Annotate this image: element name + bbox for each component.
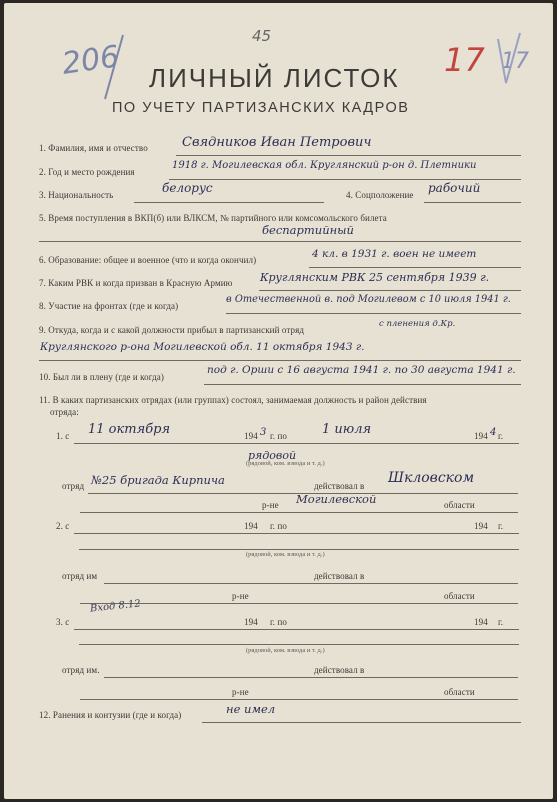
s1-detachment-label: отряд xyxy=(62,481,85,491)
s1-operated-label: действовал в xyxy=(314,481,365,491)
s1-district-value: Могилевской xyxy=(296,492,377,506)
field-4-label: 4. Соцположение xyxy=(346,190,414,200)
field-9-value-a: с пленения д.Кр. xyxy=(379,319,456,329)
s1-to-label: г. по xyxy=(270,431,287,441)
field-1-value: Свядников Иван Петрович xyxy=(182,135,372,150)
s2-year-label: 194 xyxy=(244,521,258,531)
s1-year2-hw: 4 xyxy=(490,427,497,438)
s3-to-label: г. по xyxy=(270,617,287,627)
s1-year2-label: 194 xyxy=(474,431,488,441)
s3-rank-caption: (рядовой, ком. взвода и т. д.) xyxy=(246,647,325,654)
field-1-label: 1. Фамилия, имя и отчество xyxy=(39,143,148,153)
s3-year-label: 194 xyxy=(244,617,258,627)
field-4-value: рабочий xyxy=(428,181,481,195)
s1-detachment-value: №25 бригада Кирпича xyxy=(91,473,225,487)
s1-operated-value: Шкловском xyxy=(388,470,475,486)
s2-district-label: р-не xyxy=(232,591,249,601)
s3-region-label: области xyxy=(444,687,475,697)
field-10-label: 10. Был ли в плену (где и когда) xyxy=(39,372,164,382)
field-9-value-b: Круглянского р-она Могилевской обл. 11 октября 1943 г. xyxy=(40,341,365,353)
field-6-value: 4 кл. в 1931 г. воен не имеет xyxy=(312,248,477,260)
field-8-label: 8. Участие на фронтах (где и когда) xyxy=(39,301,179,311)
s3-district-label: р-не xyxy=(232,687,249,697)
archive-number-red: 17 xyxy=(444,41,485,79)
field-3-label: 3. Национальность xyxy=(39,190,114,200)
archive-number-left: 206 xyxy=(59,39,122,82)
field-12-value: не имел xyxy=(226,702,276,716)
s1-g-label: г. xyxy=(498,431,504,441)
field-2-label: 2. Год и место рождения xyxy=(39,167,135,177)
s2-g-label: г. xyxy=(498,521,504,531)
s1-year-label: 194 xyxy=(244,431,258,441)
field-11-label-cont: отряда: xyxy=(50,407,79,417)
field-10-value: под г. Орши с 16 августа 1941 г. по 30 августа 1941 г. xyxy=(207,364,516,376)
s2-operated-label: действовал в xyxy=(314,571,365,581)
s2-detachment-label: отряд им xyxy=(62,571,98,581)
field-3-value: белорус xyxy=(162,181,213,195)
s3-year2-label: 194 xyxy=(474,617,488,627)
s1-district-label: р-не xyxy=(262,500,279,510)
archive-number-blue: 17 xyxy=(501,49,529,74)
field-2-value: 1918 г. Могилевская обл. Круглянский р-он д. Плетники xyxy=(172,160,477,171)
s2-rank-caption: (рядовой, ком. взвода и т. д.) xyxy=(246,551,325,558)
pencil-stroke-icon xyxy=(99,33,129,103)
page-subtitle: ПО УЧЕТУ ПАРТИЗАНСКИХ КАДРОВ xyxy=(112,100,410,116)
s2-region-label: области xyxy=(444,591,475,601)
field-7-value: Круглянским РВК 25 сентября 1939 г. xyxy=(260,271,490,284)
document-sheet xyxy=(4,3,553,799)
s3-g-label: г. xyxy=(498,617,504,627)
s1-from-label: 1. с xyxy=(56,431,70,441)
field-5-value: беспартийный xyxy=(262,223,354,237)
field-11-label: 11. В каких партизанских отрядах (или группах) состоял, занимаемая должность и район действия xyxy=(39,395,427,405)
pencil-check-icon xyxy=(494,31,524,91)
field-8-value: в Отечественной в. под Могилевом с 10 июля 1941 г. xyxy=(226,294,511,305)
field-7-label: 7. Каким РВК и когда призван в Красную Армию xyxy=(39,278,233,288)
field-12-label: 12. Ранения и контузии (где и когда) xyxy=(39,710,182,720)
page-title: ЛИЧНЫЙ ЛИСТОК xyxy=(149,63,400,93)
field-6-label: 6. Образование: общее и военное (что и когда окончил) xyxy=(39,255,257,265)
s1-rank-value: рядовой xyxy=(248,449,297,462)
s2-from-label: 2. с xyxy=(56,521,70,531)
s3-from-label: 3. с xyxy=(56,617,70,627)
s3-detachment-label: отряд им. xyxy=(62,665,100,675)
field-9-label: 9. Откуда, когда и с какой должности прибыл в партизанский отряд xyxy=(39,325,304,335)
s1-rank-caption: (рядовой, ком. взвода и т. д.) xyxy=(246,460,325,467)
s2-margin-note: Вход 8.12 xyxy=(89,598,142,615)
s3-operated-label: действовал в xyxy=(314,665,365,675)
archive-number-top: 45 xyxy=(252,27,272,45)
field-5-label: 5. Время поступления в ВКП(б) или ВЛКСМ, № партийного или комсомольского билета xyxy=(39,213,387,223)
s1-year-hw: 3 xyxy=(260,427,267,438)
s2-year2-label: 194 xyxy=(474,521,488,531)
s1-to-value: 1 июля xyxy=(322,422,372,437)
s2-to-label: г. по xyxy=(270,521,287,531)
s1-from-value: 11 октября xyxy=(88,422,171,437)
s1-region-label: области xyxy=(444,500,475,510)
